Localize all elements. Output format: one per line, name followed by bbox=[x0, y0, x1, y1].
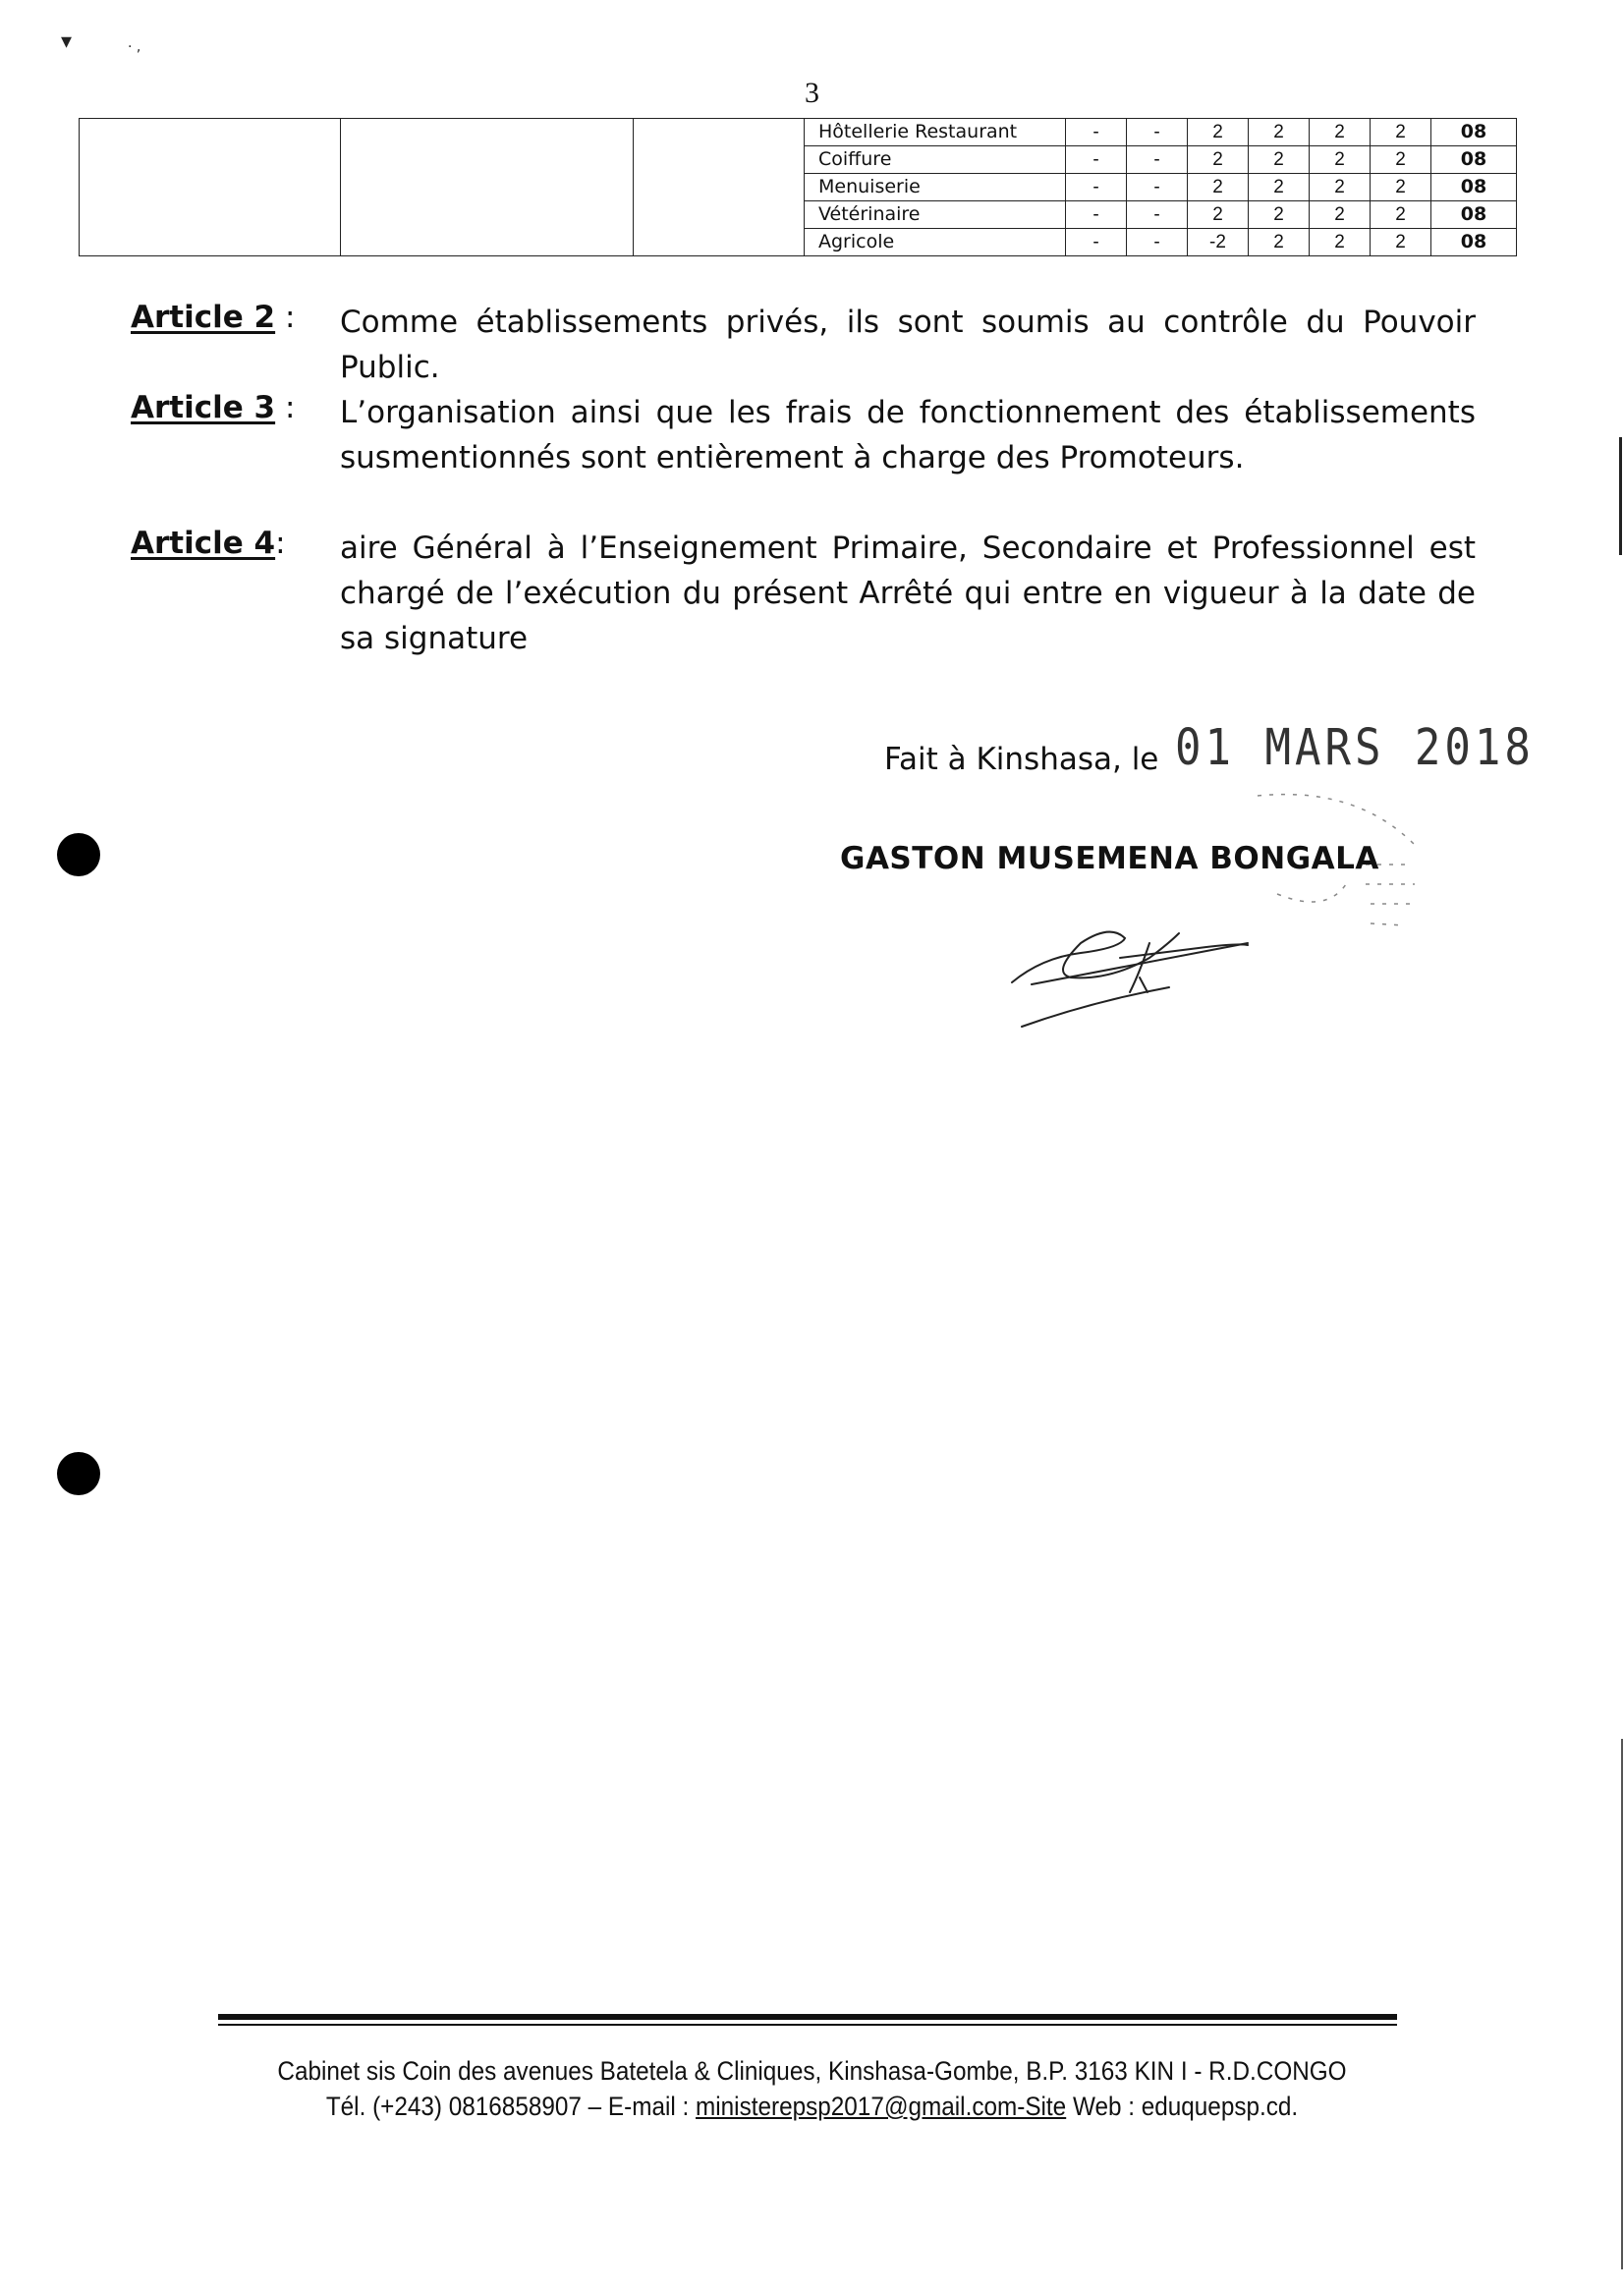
value-cell: 2 bbox=[1249, 119, 1310, 146]
value-cell: - bbox=[1127, 201, 1188, 229]
value-cell: 2 bbox=[1188, 201, 1249, 229]
scan-edge-line bbox=[1621, 1739, 1623, 2269]
value-cell: 2 bbox=[1188, 146, 1249, 174]
value-cell: - bbox=[1127, 146, 1188, 174]
value-cell: - bbox=[1066, 174, 1127, 201]
value-cell: - bbox=[1066, 119, 1127, 146]
value-cell: - bbox=[1127, 119, 1188, 146]
value-cell: 2 bbox=[1188, 174, 1249, 201]
signer-name: GASTON MUSEMENA BONGALA bbox=[840, 841, 1379, 876]
footer-contact: Tél. (+243) 0816858907 – E-mail : ministerepsp2017@gmail.com-Site Web : eduquepsp.cd. bbox=[325, 2092, 1299, 2121]
total-cell: 08 bbox=[1431, 119, 1517, 146]
value-cell: 2 bbox=[1249, 229, 1310, 256]
value-cell: 2 bbox=[1310, 146, 1371, 174]
signature bbox=[1002, 904, 1277, 1041]
article-3-text: L’organisation ainsi que les frais de fonctionnement des établissements susmentionnés sont entièrement à charge des Promoteurs. bbox=[340, 395, 1476, 475]
footer-email-link[interactable]: ministerepsp2017@gmail.com-Site bbox=[696, 2092, 1067, 2121]
empty-cell bbox=[634, 119, 805, 256]
article-2-text: Comme établissements privés, ils sont soumis au contrôle du Pouvoir Public. bbox=[340, 305, 1476, 385]
value-cell: 2 bbox=[1310, 119, 1371, 146]
value-cell: 2 bbox=[1310, 201, 1371, 229]
subject-cell: Menuiserie bbox=[805, 174, 1066, 201]
article-3-label: Article 3 : bbox=[131, 390, 296, 425]
punch-hole-dot bbox=[57, 833, 100, 876]
value-cell: - bbox=[1127, 229, 1188, 256]
value-cell: 2 bbox=[1249, 146, 1310, 174]
value-cell: 2 bbox=[1371, 229, 1431, 256]
punch-hole-dot bbox=[57, 1452, 100, 1495]
footer-rule-thick bbox=[218, 2014, 1397, 2020]
value-cell: 2 bbox=[1310, 174, 1371, 201]
scan-speck: · , bbox=[128, 39, 141, 55]
empty-cell bbox=[341, 119, 634, 256]
total-cell: 08 bbox=[1431, 174, 1517, 201]
value-cell: - bbox=[1066, 146, 1127, 174]
scan-edge-line bbox=[1619, 437, 1622, 555]
table-row bbox=[80, 119, 1517, 146]
value-cell: 2 bbox=[1371, 174, 1431, 201]
subject-cell: Agricole bbox=[805, 229, 1066, 256]
scan-speck: ▾ bbox=[61, 29, 73, 54]
value-cell: - bbox=[1066, 229, 1127, 256]
value-cell: 2 bbox=[1371, 146, 1431, 174]
footer-rule-thin bbox=[218, 2024, 1397, 2026]
footer-address: Cabinet sis Coin des avenues Batetela & Cliniques, Kinshasa-Gombe, B.P. 3163 KIN I - R.D.CONGO bbox=[277, 2056, 1347, 2086]
value-cell: 2 bbox=[1249, 201, 1310, 229]
article-4-text: aire Général à l’Enseignement Primaire, Secondaire et Professionnel est chargé de l’exécution du présent Arrêté qui entre en vigueur à la date de sa signature bbox=[340, 531, 1476, 656]
value-cell: 2 bbox=[1249, 174, 1310, 201]
value-cell: -2 bbox=[1188, 229, 1249, 256]
date-stamp: 01 MARS 2018 bbox=[1175, 719, 1535, 777]
subject-table bbox=[79, 118, 1517, 256]
value-cell: 2 bbox=[1371, 201, 1431, 229]
value-cell: - bbox=[1066, 201, 1127, 229]
value-cell: 2 bbox=[1310, 229, 1371, 256]
subject-cell: Coiffure bbox=[805, 146, 1066, 174]
total-cell: 08 bbox=[1431, 229, 1517, 256]
article-2-label: Article 2 : bbox=[131, 300, 296, 335]
value-cell: 2 bbox=[1188, 119, 1249, 146]
subject-cell: Vétérinaire bbox=[805, 201, 1066, 229]
total-cell: 08 bbox=[1431, 201, 1517, 229]
value-cell: 2 bbox=[1371, 119, 1431, 146]
subject-cell: Hôtellerie Restaurant bbox=[805, 119, 1066, 146]
total-cell: 08 bbox=[1431, 146, 1517, 174]
page-number: 3 bbox=[805, 77, 819, 109]
place-date: Fait à Kinshasa, le bbox=[884, 742, 1159, 777]
article-4-label: Article 4: bbox=[131, 526, 286, 561]
empty-cell bbox=[80, 119, 341, 256]
value-cell: - bbox=[1127, 174, 1188, 201]
